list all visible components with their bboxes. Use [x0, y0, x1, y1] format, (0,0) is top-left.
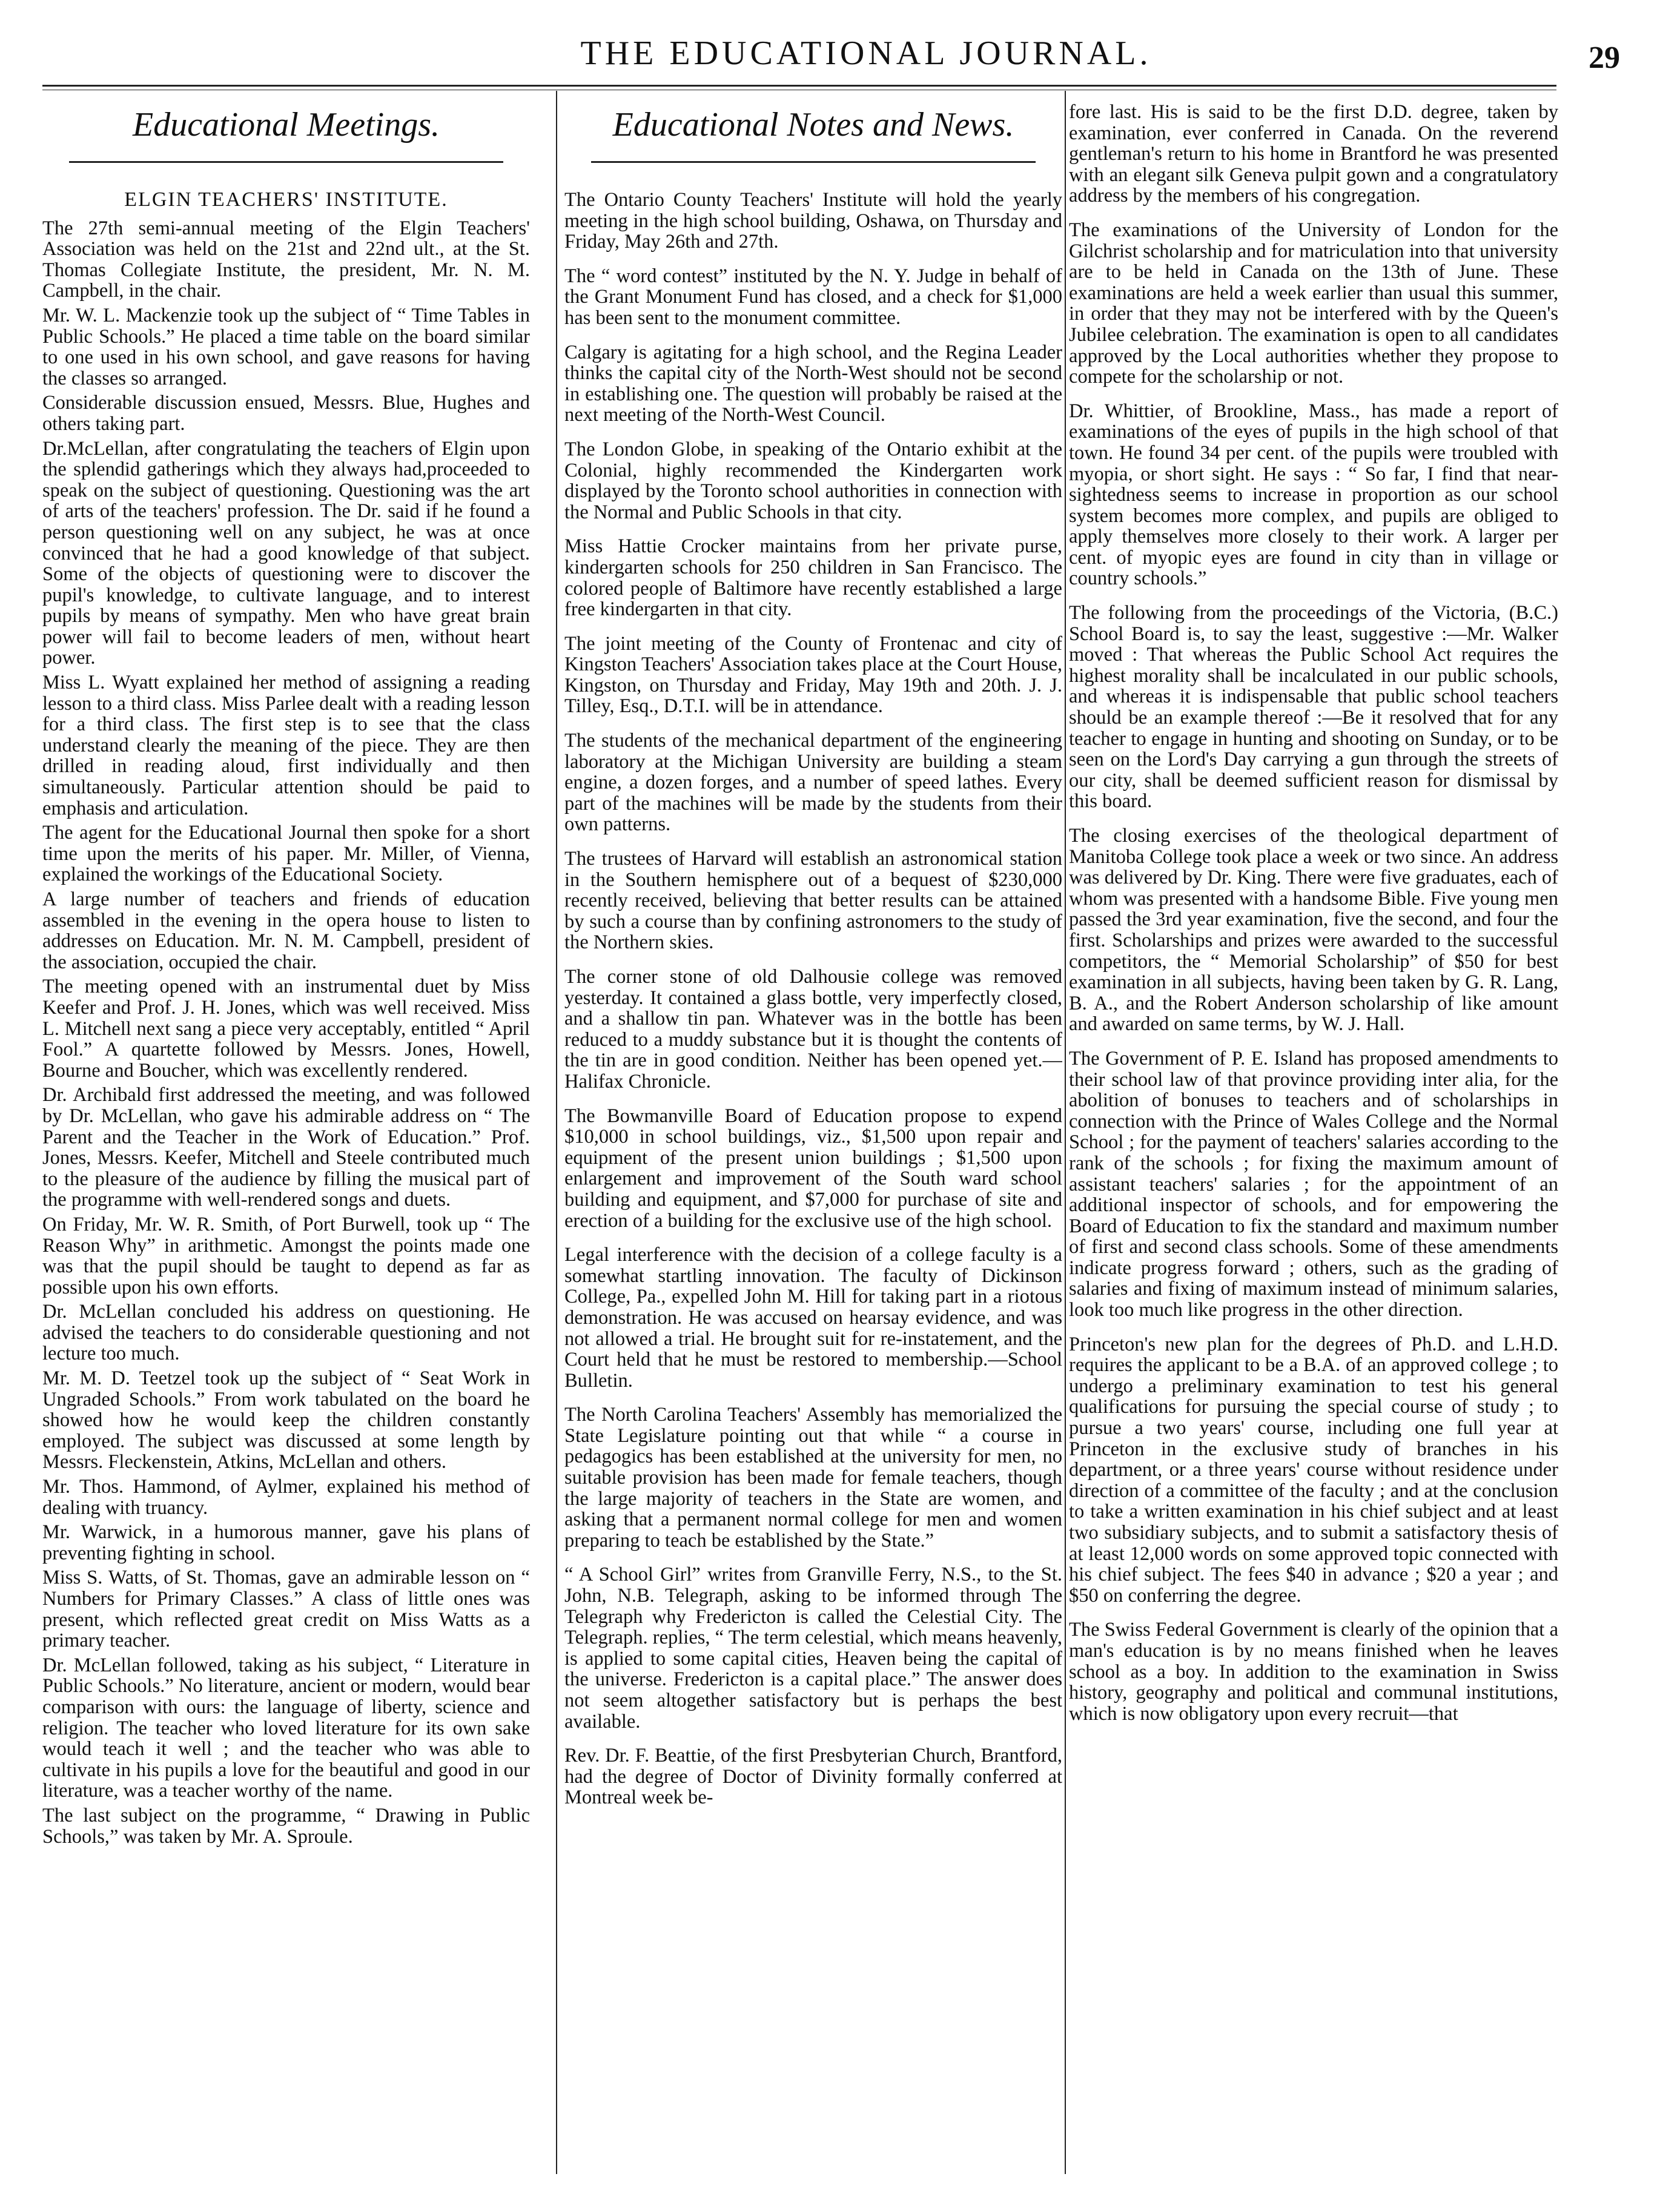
paragraph: The Government of P. E. Island has proposed amendments to their school law of that province providing inter alia, for the abolition of bonuses to teachers and of scholarships in connection with the Prince of Wales College and the Normal School ; for the payment of teachers' salaries according to the rank of the schools ; for fixing the maximum amount of assistant teachers' salaries ; for the appointment of an additional inspector of schools, and for empowering the Board of Education to fix the standard and maximum number of first and second class schools. Some of these amendments indicate progress forward ; others, such as the grading of salaries and fixing of maximum instead of minimum salaries, look too much like progress in the other direction.: [1069, 1047, 1558, 1321]
paragraph: The trustees of Harvard will establish an astronomical station in the Southern hemisphere out of a bequest of $230,000 recently received, believing that better results can be attained by such a course than by confining astronomers to the study of the Northern skies.: [564, 848, 1062, 954]
paragraph: Dr. Archibald first addressed the meeting, and was followed by Dr. McLellan, who gave his admirable address on “ The Parent and the Teacher in the Work of Education.” Prof. Jones, Messrs. Keefer, Mitchell and Steele contributed much to the pleasure of the audience by filling the musical part of the programme with well-rendered songs and duets.: [42, 1084, 530, 1211]
paragraph: Mr. Thos. Hammond, of Aylmer, explained his method of dealing with truancy.: [42, 1476, 530, 1519]
paragraph: Dr.McLellan, after congratulating the teachers of Elgin upon the splendid gatherings which they always had,proceeded to speak on the subject of questioning. Questioning was the art of arts of the teachers' profession. The Dr. said if he found a person questioning well on any subject, he was at once convinced that he had a good knowledge of that subject. Some of the objects of questioning were to discover the pupil's knowledge, to cultivate language, and to interest pupils by means of sympathy. Men who have great brain power will fail to become leaders of men, without heart power.: [42, 437, 530, 669]
paragraph: Miss L. Wyatt explained her method of assigning a reading lesson to a third class. Miss Parlee dealt with a reading lesson for a third class. The first step is to see that the class understand clearly the meaning of the piece. They are then drilled in reading aloud, first individually and then simultaneously. Particular attention should be paid to emphasis and articulation.: [42, 672, 530, 819]
paragraph: The agent for the Educational Journal then spoke for a short time upon the merits of his paper. Mr. Miller, of Vienna, explained the workings of the Educational Society.: [42, 822, 530, 886]
paragraph: Calgary is agitating for a high school, and the Regina Leader thinks the capital city of the North-West should not be second in establishing one. The question will probably be raised at the next meeting of the North-West Council.: [564, 341, 1062, 426]
paragraph: fore last. His is said to be the first D.D. degree, taken by examination, ever conferred in Canada. On the reverend gentleman's return to his home in Brantford he was presented with an elegant silk Geneva pulpit gown and a congratulatory address by the members of his congregation.: [1069, 102, 1558, 207]
paragraph: The joint meeting of the County of Frontenac and city of Kingston Teachers' Association takes place at the Court House, Kingston, on Thursday and Friday, May 19th and 20th. J. J. Tilley, Esq., D.T.I. will be in attendance.: [564, 632, 1062, 718]
column-divider-2: [1065, 91, 1066, 2174]
paragraph: The Ontario County Teachers' Institute will hold the yearly meeting in the high school building, Oshawa, on Thursday and Friday, May 26th and 27th.: [564, 189, 1062, 253]
column-educational-notes: [564, 102, 1062, 2173]
column-divider-1: [556, 91, 557, 2174]
section-heading: Educational Meetings.: [132, 106, 440, 144]
heading-rule: [591, 161, 1036, 163]
heading-rule: [69, 161, 503, 163]
paragraph: Legal interference with the decision of a college faculty is a somewhat startling innovation. The faculty of Dickinson College, Pa., expelled John M. Hill for taking part in a riotous demonstration. He was accused on hearsay evidence, and was not allowed a trial. He brought suit for re-instatement, and the Court held that he must be restored to membership.—School Bulletin.: [564, 1244, 1062, 1392]
journal-title: THE EDUCATIONAL JOURNAL.: [580, 35, 1152, 72]
paragraph: The Bowmanville Board of Education propose to expend $10,000 in school buildings, viz., $1,500 upon repair and equipment of the present union buildings ; $1,500 upon enlargement and improvement of the South ward school building and equipment, and $7,000 for purchase of site and erection of a building for the exclusive use of the high school.: [564, 1105, 1062, 1232]
paragraph: Mr. W. L. Mackenzie took up the subject of “ Time Tables in Public Schools.” He placed a time table on the board similar to one used in his own school, and gave reasons for having the classes so arranged.: [42, 304, 530, 389]
paragraph: Mr. M. D. Teetzel took up the subject of “ Seat Work in Ungraded Schools.” From work tabulated on the board he showed how he would keep the children constantly employed. The subject was discussed at some length by Messrs. Fleckenstein, Atkins, McLellan and others.: [42, 1367, 530, 1473]
paragraph: The London Globe, in speaking of the Ontario exhibit at the Colonial, highly recommended the Kindergarten work displayed by the Toronto school authorities in connection with the Normal and Public Schools in that city.: [564, 438, 1062, 523]
paragraph: On Friday, Mr. W. R. Smith, of Port Burwell, took up “ The Reason Why” in arithmetic. Amongst the points made one was that the pupil should be taught to depend as far as possible upon his own efforts.: [42, 1213, 530, 1298]
paragraph: Dr. McLellan concluded his address on questioning. He advised the teachers to do considerable questioning and not lecture too much.: [42, 1301, 530, 1365]
article-subheading: ELGIN TEACHERS' INSTITUTE.: [124, 188, 448, 211]
paragraph: Princeton's new plan for the degrees of Ph.D. and L.H.D. requires the applicant to be a B.A. of an approved college ; to undergo a preliminary examination to test his general qualifications for pursuing the special course of study ; to pursue a two years' course, including one full year at Princeton in the exclusive study of branches in his department, or a three years' course without residence under direction of a committee of the faculty ; and at the conclusion to take a written examination in his chief subject and at least two subsidiary subjects, and to submit a satisfactory thesis of at least 12,000 words on some approved topic connected with his chief subject. The fees $40 in advance ; $20 a year ; and $50 on conferring the degree.: [1069, 1333, 1558, 1607]
paragraph: Dr. McLellan followed, taking as his subject, “ Literature in Public Schools.” No literature, ancient or modern, would bear comparison with ours: the language of liberty, science and religion. The teacher who loved literature for its own sake would teach it well ; and the teacher who was able to cultivate in his pupils a love for the beautiful and good in our literature, was a teacher worthy of the name.: [42, 1654, 530, 1802]
paragraph: Miss S. Watts, of St. Thomas, gave an admirable lesson on “ Numbers for Primary Classes.” A class of little ones was present, which reflected great credit on Miss Watts as a primary teacher.: [42, 1567, 530, 1652]
paragraph: Considerable discussion ensued, Messrs. Blue, Hughes and others taking part.: [42, 392, 530, 435]
paragraph: The corner stone of old Dalhousie college was removed yesterday. It contained a glass bottle, very imperfectly closed, and a shallow tin pan. Whatever was in the bottle has been reduced to a muddy substance but it is thought the contents of the tin are in good condition. Neither has been opened yet.—Halifax Chronicle.: [564, 966, 1062, 1092]
paragraph: The “ word contest” instituted by the N. Y. Judge in behalf of the Grant Monument Fund has closed, and a check for $1,000 has been sent to the monument committee.: [564, 265, 1062, 329]
paragraph: The closing exercises of the theological department of Manitoba College took place a week or two since. An address was delivered by Dr. King. There were five graduates, each of whom was presented with a handsome Bible. Five young men passed the 3rd year examination, five the second, and four the first. Scholarships and prizes were awarded to the successful competitors, the “ Memorial Scholarship” of $50 for best examination in all subjects, having been taken by G. R. Lang, B. A., and the Robert Anderson scholarship of like amount and awarded on same terms, by W. J. Hall.: [1069, 825, 1558, 1036]
paragraph: Dr. Whittier, of Brookline, Mass., has made a report of examinations of the eyes of pupils in the high school of that town. He found 34 per cent. of the pupils were troubled with myopia, or short sight. He says : “ So far, I find that near-sightedness seems to increase in proportion as our school system becomes more complex, and pupils are obliged to apply themselves more closely to their work. A larger per cent. of myopic eyes are found in city than in village or country schools.”: [1069, 400, 1558, 590]
paragraph: The North Carolina Teachers' Assembly has memorialized the State Legislature pointing out that while “ a course in pedagogics has been established at the university for men, no suitable provision has been made for female teachers, though the large majority of teachers in the State are women, and asking that a permanent normal college for men and women preparing to teach be established by the State.”: [564, 1404, 1062, 1552]
paragraph: The 27th semi-annual meeting of the Elgin Teachers' Association was held on the 21st and 22nd ult., at the St. Thomas Collegiate Institute, the president, Mr. N. M. Campbell, in the chair.: [42, 217, 530, 302]
paragraph: Mr. Warwick, in a humorous manner, gave his plans of preventing fighting in school.: [42, 1521, 530, 1564]
paragraph: The students of the mechanical department of the engineering laboratory at the Michigan University are building a steam engine, a dozen forges, and a number of speed lathes. Every part of the machines will be made by the students from their own patterns.: [564, 730, 1062, 836]
paragraph: Miss Hattie Crocker maintains from her private purse, kindergarten schools for 250 children in San Francisco. The colored people of Baltimore have recently established a large free kindergarten in that city.: [564, 535, 1062, 621]
paragraph: The last subject on the programme, “ Drawing in Public Schools,” was taken by Mr. A. Sproule.: [42, 1804, 530, 1848]
paragraph: “ A School Girl” writes from Granville Ferry, N.S., to the St. John, N.B. Telegraph, asking to be informed through The Telegraph why Fredericton is called the Celestial City. The Telegraph. replies, “ The term celestial, which means heavenly, is applied to some capital cities, Heaven being the capital of the universe. Fredericton is a capital place.” The answer does not seem altogether satisfactory but is perhaps the best available.: [564, 1564, 1062, 1733]
section-heading: Educational Notes and News.: [612, 106, 1014, 144]
column-educational-meetings: [42, 102, 530, 2173]
masthead-rule: [42, 85, 1556, 87]
paragraph: The examinations of the University of London for the Gilchrist scholarship and for matriculation into that university are to be held in Canada on the 13th of June. These examinations are held a week earlier than usual this summer, in order that they may not be interfered with by the Queen's Jubilee celebration. The examination is open to all candidates approved by the Local authorities whether they propose to compete for the scholarship or not.: [1069, 219, 1558, 388]
paragraph: The Swiss Federal Government is clearly of the opinion that a man's education is by no means finished when he leaves school as a boy. In addition to the examination in Swiss history, geography and political and communal institutions, which is now obligatory upon every recruit—that: [1069, 1619, 1558, 1725]
column-continued-notes: [1069, 102, 1558, 2173]
paragraph: Rev. Dr. F. Beattie, of the first Presbyterian Church, Brantford, had the degree of Doctor of Divinity formally conferred at Montreal week be-: [564, 1745, 1062, 1809]
paragraph: The following from the proceedings of the Victoria, (B.C.) School Board is, to say the least, suggestive :—Mr. Walker moved : That whereas the Public School Act requires the highest morality shall be incalculated in our public schools, and whereas it is indispensable that public school teachers should be an example thereof :—Be it resolved that for any teacher to engage in hunting and shooting on Sunday, or to be seen on the Lord's Day carrying a gun through the streets of our city, shall be deemed sufficient reason for dismissal by this board.: [1069, 602, 1558, 813]
masthead: [91, 17, 1641, 84]
paragraph: The meeting opened with an instrumental duet by Miss Keefer and Prof. J. H. Jones, which was well received. Miss L. Mitchell next sang a piece very acceptably, entitled “ April Fool.” A quartette followed by Messrs. Jones, Howell, Bourne and Boucher, which was excellently rendered.: [42, 976, 530, 1082]
page-number: 29: [1589, 41, 1620, 75]
paragraph: A large number of teachers and friends of education assembled in the evening in the opera house to listen to addresses on Education. Mr. N. M. Campbell, president of the association, occupied the chair.: [42, 888, 530, 973]
